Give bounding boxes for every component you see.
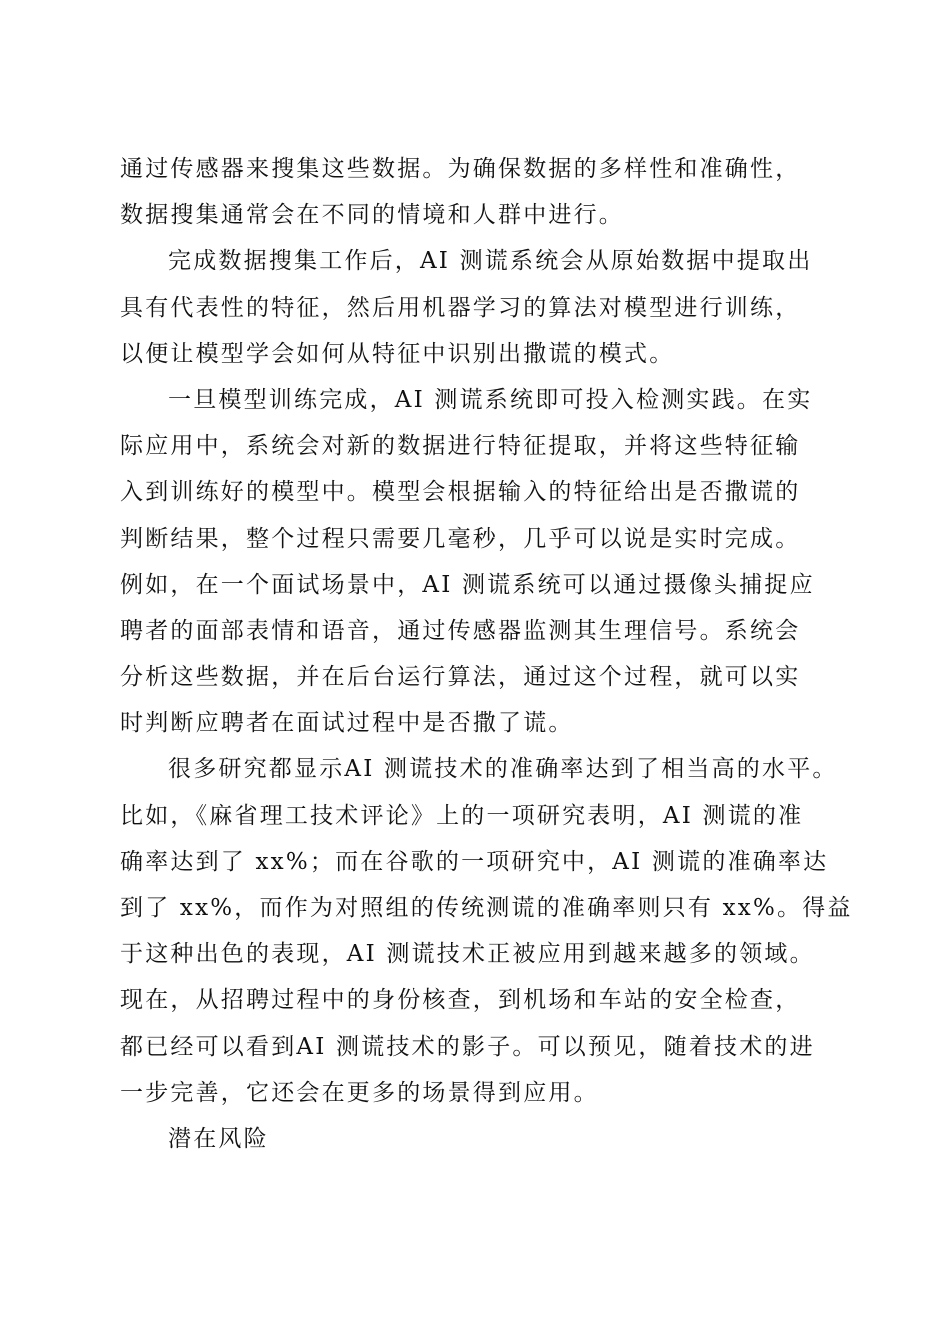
text-line-10: 例如，在一个面试场景中，AI 测谎系统可以通过摄像头捕捉应 bbox=[120, 571, 815, 598]
text-line-3: 完成数据搜集工作后，AI 测谎系统会从原始数据中提取出 bbox=[168, 248, 813, 275]
text-line-1: 通过传感器来搜集这些数据。为确保数据的多样性和准确性， bbox=[120, 156, 801, 182]
text-line-9: 判断结果，整个过程只需要几毫秒，几乎可以说是实时完成。 bbox=[120, 525, 801, 552]
text-line-5: 以便让模型学会如何从特征中识别出撒谎的模式。 bbox=[120, 340, 675, 367]
text-line-12: 分析这些数据，并在后台运行算法，通过这个过程，就可以实 bbox=[120, 664, 801, 691]
text-line-11: 聘者的面部表情和语音，通过传感器监测其生理信号。系统会 bbox=[120, 617, 801, 644]
text-line-2: 数据搜集通常会在不同的情境和人群中进行。 bbox=[120, 202, 624, 229]
text-line-4: 具有代表性的特征，然后用机器学习的算法对模型进行训练， bbox=[120, 294, 801, 321]
text-line-13: 时判断应聘者在面试过程中是否撒了谎。 bbox=[120, 710, 574, 737]
text-line-18: 于这种出色的表现，AI 测谎技术正被应用到越来越多的领域。 bbox=[120, 941, 815, 968]
text-line-16: 确率达到了 xx%；而在谷歌的一项研究中，AI 测谎的准确率达 bbox=[120, 848, 829, 875]
text-line-21: 一步完善，它还会在更多的场景得到应用。 bbox=[120, 1079, 599, 1106]
text-line-17: 到了 xx%，而作为对照组的传统测谎的准确率则只有 xx%。得益 bbox=[120, 895, 853, 921]
text-line-19: 现在，从招聘过程中的身份核查，到机场和车站的安全检查， bbox=[120, 987, 801, 1014]
text-line-15: 比如，《麻省理工技术评论》上的一项研究表明，AI 测谎的准 bbox=[120, 802, 804, 829]
text-line-8: 入到训练好的模型中。模型会根据输入的特征给出是否撒谎的 bbox=[120, 479, 801, 506]
text-line-7: 际应用中，系统会对新的数据进行特征提取，并将这些特征输 bbox=[120, 433, 801, 460]
text-line-20: 都已经可以看到AI 测谎技术的影子。可以预见，随着技术的进 bbox=[120, 1033, 815, 1060]
text-line-14: 很多研究都显示AI 测谎技术的准确率达到了相当高的水平。 bbox=[168, 756, 838, 783]
document-body bbox=[120, 146, 853, 1162]
text-line-6: 一旦模型训练完成，AI 测谎系统即可投入检测实践。在实 bbox=[168, 386, 813, 413]
section-heading: 潜在风险 bbox=[168, 1125, 269, 1152]
